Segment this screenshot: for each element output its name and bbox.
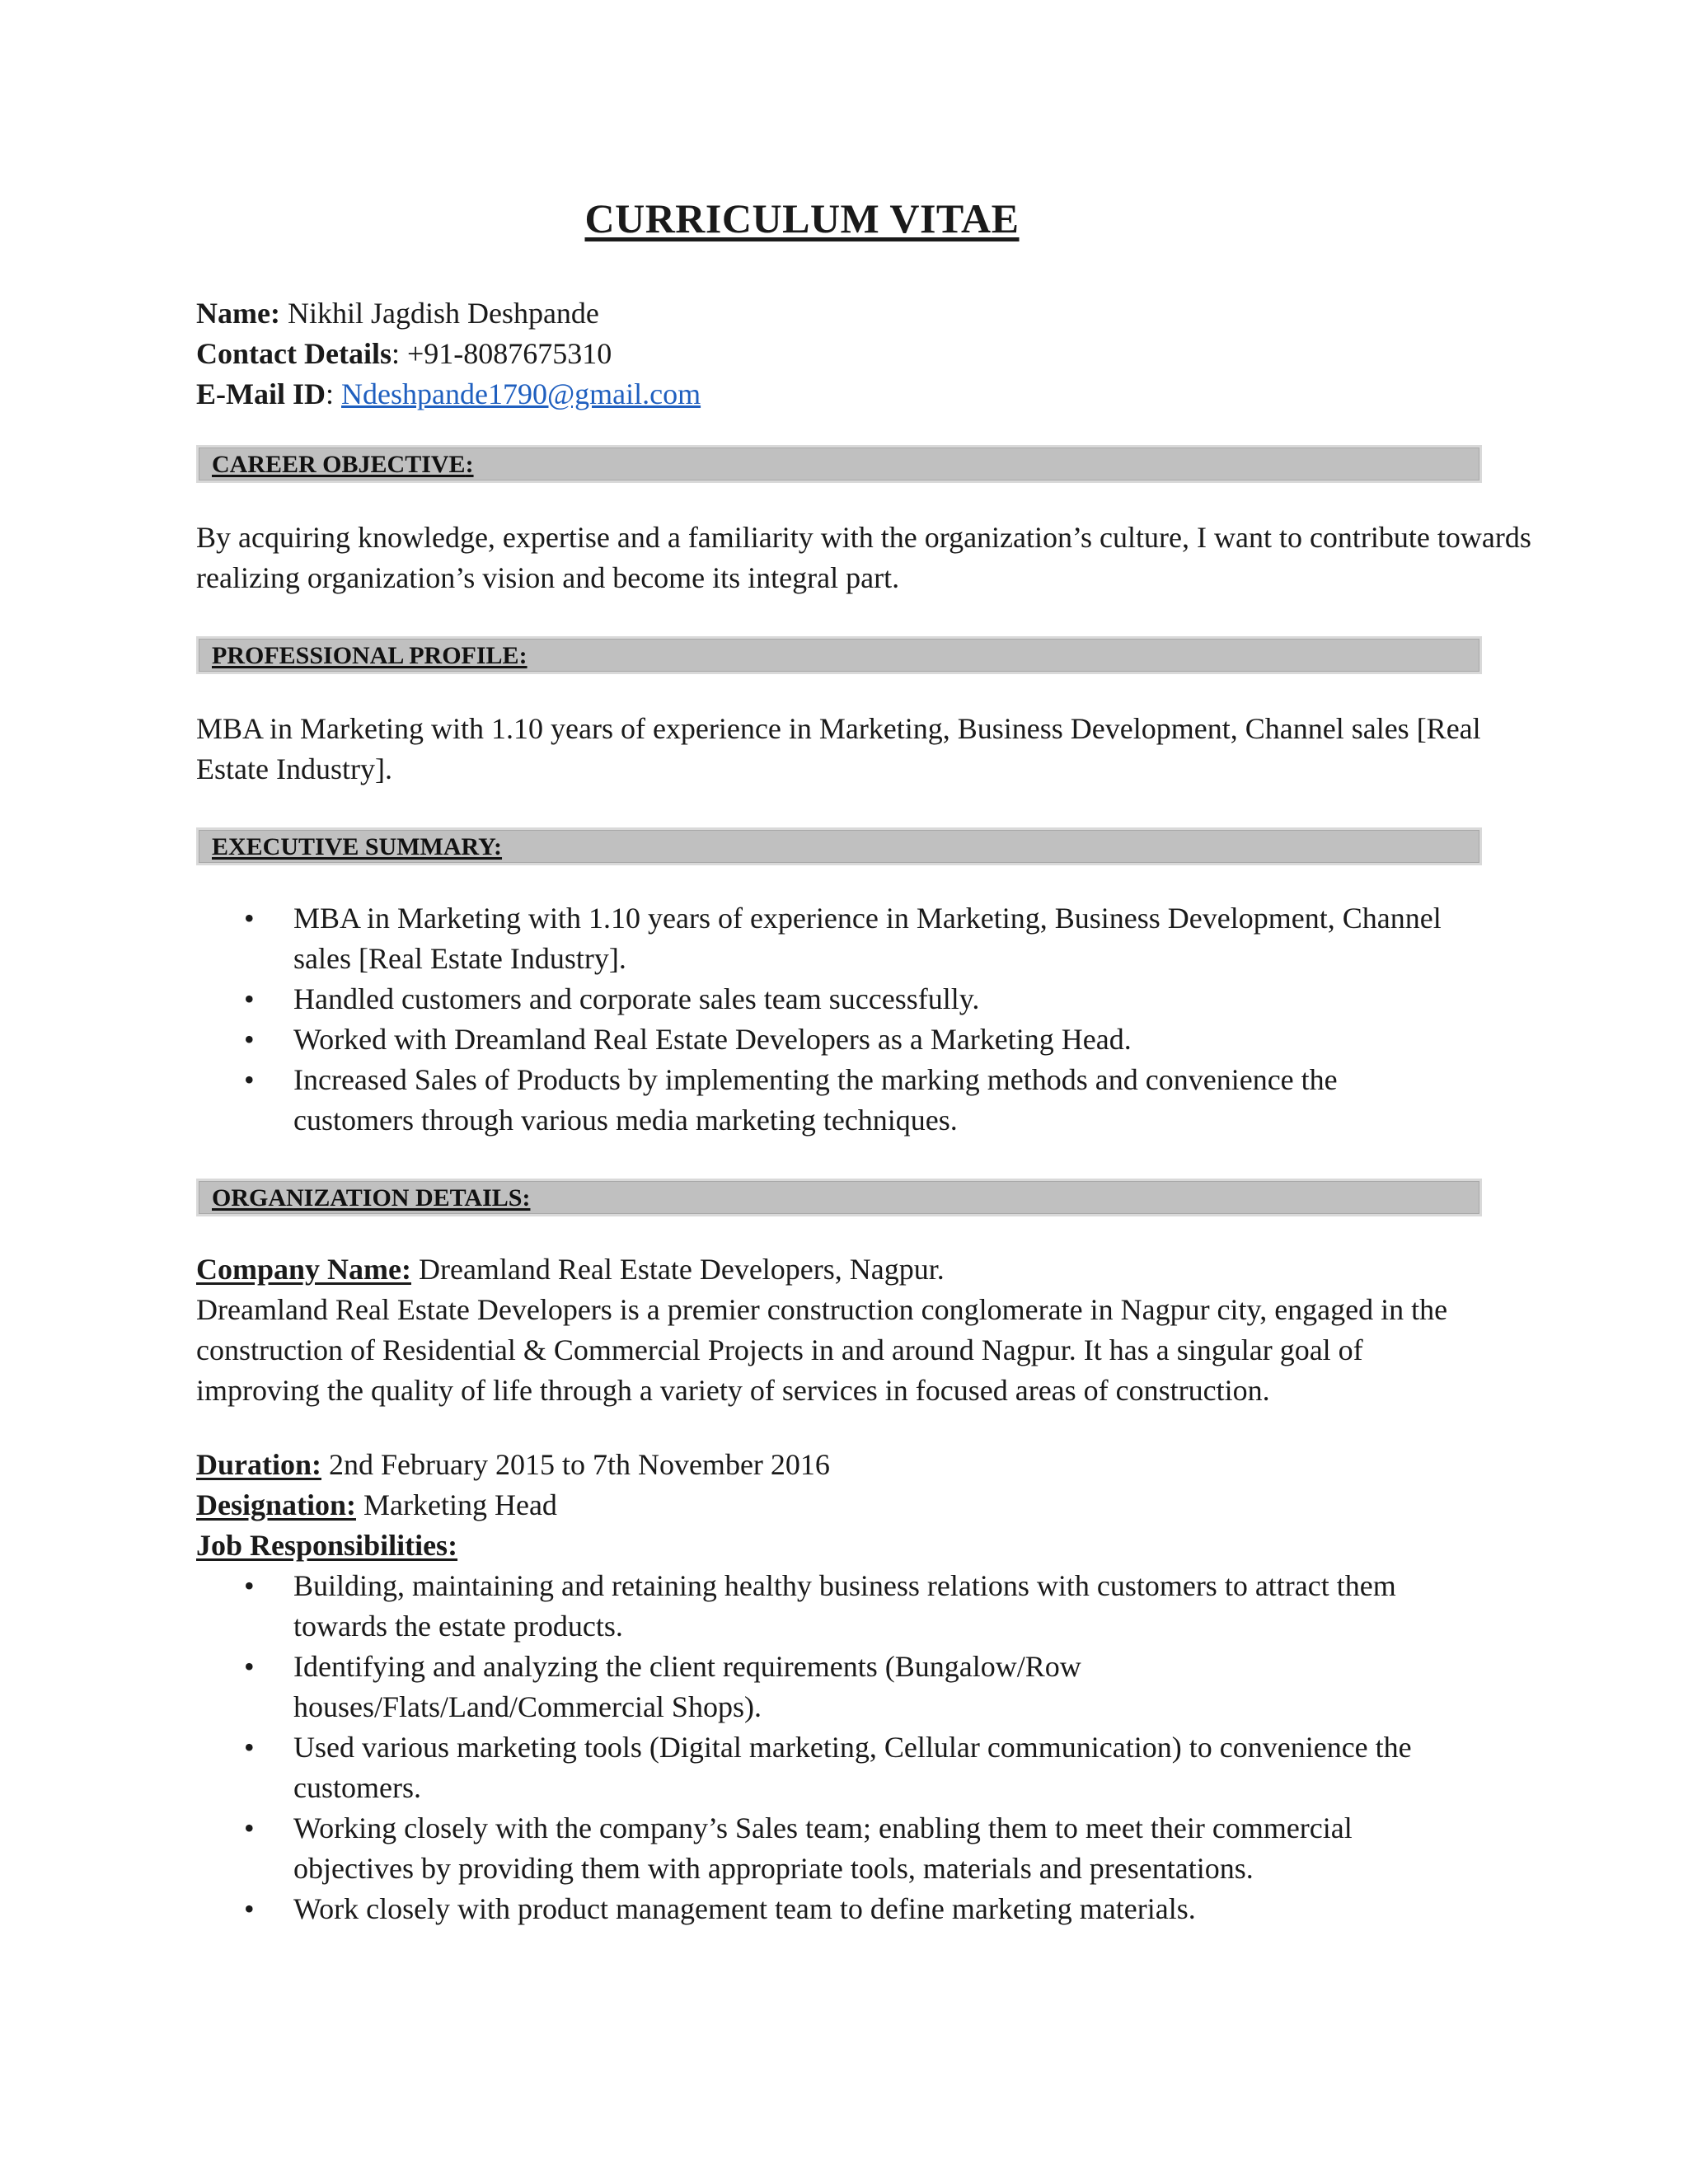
email-link[interactable]: Ndeshpande1790@gmail.com xyxy=(341,377,701,410)
name-line xyxy=(196,293,701,334)
name-value: Nikhil Jagdish Deshpande xyxy=(279,297,599,330)
designation-value: Marketing Head xyxy=(356,1488,557,1521)
bullet-icon: • xyxy=(244,1892,255,1925)
company-value: Dreamland Real Estate Developers, Nagpur. xyxy=(410,1253,945,1286)
document-title: CURRICULUM VITAE xyxy=(584,195,1020,241)
professional-profile-heading: PROFESSIONAL PROFILE: xyxy=(212,642,528,669)
list-item xyxy=(196,1060,1498,1141)
organization-block xyxy=(196,1249,1490,1411)
bullet-icon: • xyxy=(244,1569,255,1602)
company-label: Company Name: xyxy=(196,1253,411,1286)
bullet-icon: • xyxy=(244,1063,255,1096)
list-item-text: Working closely with the company’s Sales team; enabling them to meet their commercial objectives by providing them with appropriate tools, materials and presentations. xyxy=(293,1811,1353,1885)
list-item-text: MBA in Marketing with 1.10 years of experience in Marketing, Business Development, Channel sales [Real Estate Industry]. xyxy=(293,902,1442,975)
list-item xyxy=(196,1727,1498,1808)
list-item xyxy=(196,1808,1498,1889)
career-objective-heading: CAREER OBJECTIVE xyxy=(212,451,466,478)
responsibilities-label: Job Responsibilities: xyxy=(196,1529,458,1562)
list-item-text: Identifying and analyzing the client requirements (Bungalow/Row houses/Flats/Land/Commercial Shops). xyxy=(293,1650,1081,1723)
bullet-icon: • xyxy=(244,1811,255,1844)
career-objective-text: By acquiring knowledge, expertise and a familiarity with the organization’s culture, I want to contribute towards realizing organization’s vision and become its integral part. xyxy=(196,521,1531,594)
section-career-objective xyxy=(196,445,1482,483)
company-line xyxy=(196,1249,1490,1290)
professional-profile-text: MBA in Marketing with 1.10 years of experience in Marketing, Business Development, Channel sales [Real Estate Industry]. xyxy=(196,712,1481,785)
phone-line xyxy=(196,334,701,374)
email-label: E-Mail ID xyxy=(196,377,326,410)
duration-value: 2nd February 2015 to 7th November 2016 xyxy=(321,1448,830,1481)
list-item-text: Work closely with product management team to define marketing materials. xyxy=(293,1892,1196,1925)
section-professional-profile xyxy=(196,636,1482,674)
responsibilities-label-line xyxy=(196,1526,1531,1566)
list-item xyxy=(196,1019,1498,1060)
email-separator: : xyxy=(326,377,342,410)
executive-summary-list xyxy=(196,898,1498,1141)
section-executive-summary xyxy=(196,827,1482,865)
list-item xyxy=(196,1566,1498,1647)
list-item xyxy=(196,979,1498,1019)
company-description: Dreamland Real Estate Developers is a premier construction conglomerate in Nagpur city, engaged in the construction of Residential & Commercial Projects in and around Nagpur. It has a singular goal of improving the quality of life through a variety of services in focused areas of construction. xyxy=(196,1293,1448,1407)
list-item xyxy=(196,1647,1498,1727)
organization-details-heading: ORGANIZATION DETAILS: xyxy=(212,1184,531,1212)
bullet-icon: • xyxy=(244,1023,255,1056)
duration-label: Duration: xyxy=(196,1448,321,1481)
list-item-text: Increased Sales of Products by implementing the marking methods and convenience the customers through various media marketing techniques. xyxy=(293,1063,1338,1137)
bullet-icon: • xyxy=(244,1731,255,1764)
phone-label: Contact Details xyxy=(196,337,392,370)
bullet-icon: • xyxy=(244,982,255,1015)
section-heading xyxy=(212,451,474,479)
email-line xyxy=(196,374,701,415)
name-label: Name: xyxy=(196,297,280,330)
designation-line xyxy=(196,1485,1531,1526)
list-item xyxy=(196,1889,1498,1929)
bullet-icon: • xyxy=(244,902,255,935)
duration-line xyxy=(196,1445,1531,1485)
list-item xyxy=(196,898,1498,979)
executive-summary-heading: EXECUTIVE SUMMARY: xyxy=(212,833,503,860)
phone-value: : +91-8087675310 xyxy=(391,337,612,370)
list-item-text: Worked with Dreamland Real Estate Developers as a Marketing Head. xyxy=(293,1023,1132,1056)
career-objective-colon: : xyxy=(465,451,474,478)
list-item-text: Building, maintaining and retaining healthy business relations with customers to attract them towards the estate products. xyxy=(293,1569,1396,1643)
contact-block xyxy=(196,293,701,415)
list-item-text: Handled customers and corporate sales team successfully. xyxy=(293,982,980,1015)
bullet-icon: • xyxy=(244,1650,255,1683)
list-item-text: Used various marketing tools (Digital marketing, Cellular communication) to convenience the customers. xyxy=(293,1731,1412,1804)
job-details xyxy=(196,1445,1531,1566)
responsibilities-list xyxy=(196,1566,1498,1929)
section-organization-details xyxy=(196,1179,1482,1216)
designation-label: Designation: xyxy=(196,1488,357,1521)
